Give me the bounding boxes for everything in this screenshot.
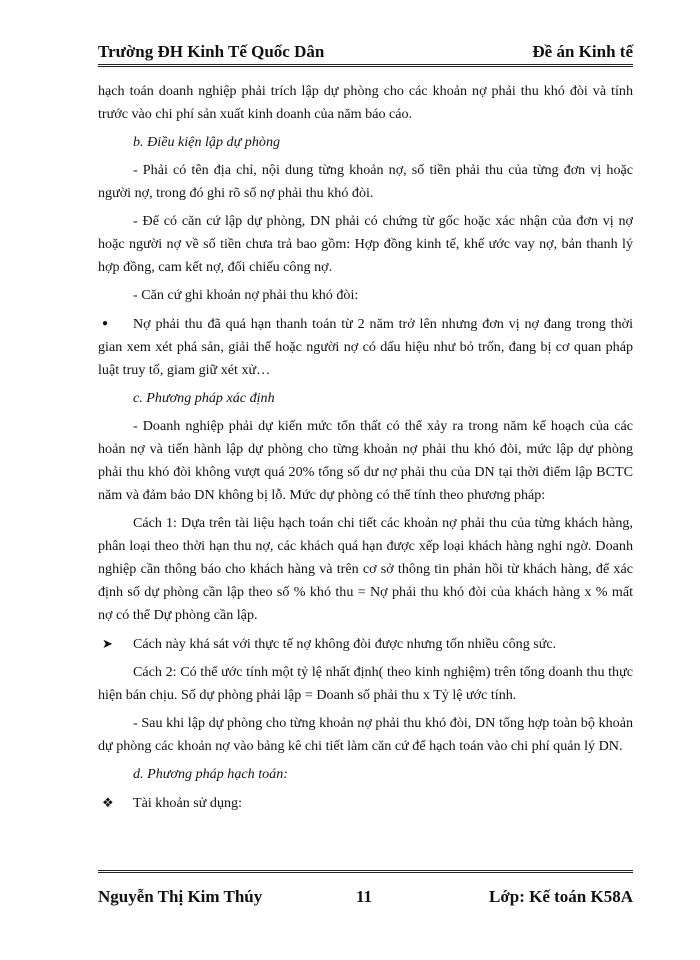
heading-c: c. Phương pháp xác định	[133, 390, 275, 406]
arrow-item	[98, 632, 633, 656]
bullet-text: Nợ phải thu đã quá hạn thanh toán từ 2 năm trở lên nhưng đơn vị nợ đang trong thời gian xem xét phá sản, giải thể hoặc người nợ có dấu hiệu như bỏ trốn, đang bị cơ quan pháp luật truy tố, giam giữ xét xử…	[98, 316, 633, 378]
arrow-right-icon: ➤	[102, 636, 113, 651]
diamond-item	[98, 791, 633, 815]
heading-d: d. Phương pháp hạch toán:	[133, 766, 288, 782]
diamond-icon: ❖	[102, 795, 114, 810]
arrow-text: Cách này khá sát với thực tế nợ không đòi được nhưng tốn nhiều công sức.	[133, 636, 557, 652]
paragraph-condition-3: - Căn cứ ghi khoản nợ phải thu khó đòi:	[133, 287, 359, 303]
header-title: Đề án Kinh tế	[532, 42, 633, 61]
page-body	[98, 80, 633, 820]
page-number: 11	[356, 887, 373, 906]
footer-author: Nguyễn Thị Kim Thúy	[98, 887, 263, 906]
paragraph-condition-1: - Phải có tên địa chỉ, nội dung từng khoản nợ, số tiền phải thu của từng đơn vị hoặc người nợ, trong đó ghi rõ số nợ phải thu khó đòi.	[98, 162, 633, 201]
heading-b: b. Điều kiện lập dự phòng	[133, 134, 281, 150]
paragraph-condition-2: - Để có căn cứ lập dự phòng, DN phải có chứng từ gốc hoặc xác nhận của đơn vị nợ hoặc người nợ về số tiền chưa trả bao gồm: Hợp đồng kinh tế, khế ước vay nợ, bản thanh lý hợp đồng, cam kết nợ, đối chiếu công nợ.	[98, 213, 633, 275]
paragraph-method-1: Cách 1: Dựa trên tài liệu hạch toán chi tiết các khoản nợ phải thu của từng khách hàng, phân loại theo thời hạn thu nợ, các khách quá hạn được xếp loại khách hàng nghi ngờ. Doanh nghiệp cần thông báo cho khách hàng và trên cơ sở thông tin phản hồi từ khách hàng, để xác định số dự phòng cần lập theo số % khó thu = Nợ phải thu khó đòi của khách hàng x % mất nợ có thể Dự phòng cần lập.	[98, 515, 633, 623]
paragraph-method-intro: - Doanh nghiệp phải dự kiến mức tổn thất có thể xảy ra trong năm kế hoạch của các hoản nợ và tiến hành lập dự phòng cho từng khoản nợ phải thu khó đòi, mức lập dự phòng phải thu khó đòi không vượt quá 20% tổng số dư nợ phải thu của DN tại thời điểm lập BCTC năm và đảm bảo DN không bị lỗ. Mức dự phòng có thể tính theo phương pháp:	[98, 418, 633, 503]
paragraph-intro: hạch toán doanh nghiệp phải trích lập dự phòng cho các khoản nợ phải thu khó đòi và tính trước vào chi phí sản xuất kinh doanh của năm báo cáo.	[98, 83, 633, 122]
footer-class: Lớp: Kế toán K58A	[488, 887, 633, 906]
bullet-dot-icon: ●	[102, 318, 109, 329]
paragraph-method-2: Cách 2: Có thể ước tính một tỷ lệ nhất định( theo kinh nghiệm) trên tổng doanh thu thực hiện bán chịu. Số dự phòng phải lập = Doanh số phải thu x Tỷ lệ ước tính.	[98, 664, 633, 703]
header-school: Trường ĐH Kinh Tế Quốc Dân	[98, 42, 325, 61]
page-header	[98, 34, 633, 67]
paragraph-summary: - Sau khi lập dự phòng cho từng khoản nợ phải thu khó đòi, DN tổng hợp toàn bộ khoản dự phòng các khoản nợ vào bảng kê chi tiết làm căn cứ để hạch toán vào chi phí quản lý DN.	[98, 715, 633, 754]
page-footer	[98, 870, 633, 913]
diamond-text: Tài khoản sử dụng:	[133, 795, 243, 811]
bullet-item	[98, 312, 633, 382]
